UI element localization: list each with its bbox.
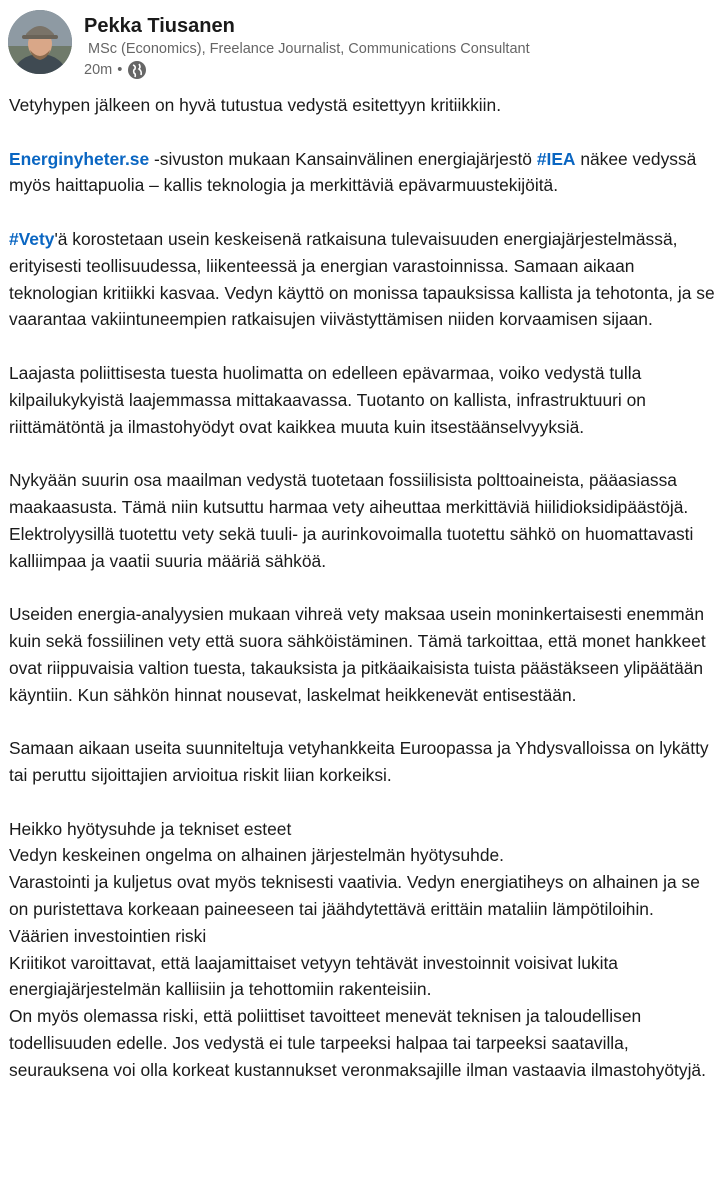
hashtag-iea[interactable]: #IEA <box>536 148 576 169</box>
paragraph-source <box>9 146 719 200</box>
post-time: 20m <box>84 62 113 78</box>
section-efficiency-line1: Vedyn keskeinen ongelma on alhainen järjestelmän hyötysuhde. <box>9 845 504 866</box>
paragraph-projects: Samaan aikaan useita suunniteltuja vetyhankkeita Euroopassa ja Yhdysvalloissa on lykätty tai peruttu sijoittajien arvioitua riskit liian korkeiksi. <box>9 738 709 785</box>
section-efficiency <box>9 816 719 1084</box>
section-risk-line2: On myös olemassa riski, että poliittiset tavoitteet menevät teknisen ja taloudellisen todellisuuden edelle. Jos vedystä ei tule tarpeeksi halpaa tai tarpeeksi saatavilla, seurauksena voi olla korkeat kustannukset veronmaksajille ilman vastaavia ilmastohyötyjä. <box>9 1006 706 1080</box>
post-body <box>9 92 719 1083</box>
paragraph-policy: Laajasta poliittisesta tuesta huolimatta on edelleen epävarmaa, voiko vedystä tulla kilpailukykyistä laajemmassa mittakaavassa. Tuotanto on kallista, infrastruktuuri on riittämätöntä ja ilmastohyödyt ovat kaikkea muuta kuin itsestäänselvyyksiä. <box>9 362 646 437</box>
author-avatar[interactable] <box>8 10 72 74</box>
hashtag-vety[interactable]: #Vety <box>9 228 55 249</box>
author-name[interactable]: Pekka Tiusanen <box>84 15 235 37</box>
section-efficiency-heading: Heikko hyötysuhde ja tekniset esteet <box>9 818 292 839</box>
paragraph-cost: Useiden energia-analyysien mukaan vihreä vety maksaa usein moninkertaisesti enemmän kuin sekä fossiilinen vety että suora sähköistäminen. Tämä tarkoittaa, että monet hankkeet ovat riippuvaisia valtion tuesta, takauksista ja pitkäaikaisista tuista päästäkseen ylipäätään käyntiin. Kun sähkön hinnat nousevat, laskelmat heikkenevät entisestään. <box>9 604 706 705</box>
paragraph-vety-text: 'ä korostetaan usein keskeisenä ratkaisuna tulevaisuuden energiajärjestelmässä, erityisesti teollisuudessa, liikenteessä ja energian varastoinnissa. Samaan aikaan teknologian kritiikki kasvaa. Vedyn käyttö on monissa tapauksissa kallista ja tehotonta, ja se vaarantaa vakiintuneempien ratkaisujen viivästyttämisen niiden korvaamisen sijaan. <box>9 228 715 330</box>
meta-separator: • <box>117 62 123 78</box>
paragraph-source-text-b: näkee vedyssä myös haittapuolia – kallis teknologia ja merkittäviä epävarmuustekijöitä. <box>9 148 697 196</box>
author-headline: MSc (Economics), Freelance Journalist, Communications Consultant <box>88 41 530 57</box>
paragraph-production: Nykyään suurin osa maailman vedystä tuotetaan fossiilisista polttoaineista, pääasiassa maakaasusta. Tämä niin kutsuttu harmaa vety aiheuttaa merkittäviä hiilidioksidipäästöjä. Elektrolyysillä tuotettu vety sekä tuuli- ja aurinkovoimalla tuotettu sähkö on huomattavasti kalliimpaa ja vaatii suuria määriä sähköä. <box>9 470 694 571</box>
author-photo <box>8 10 72 74</box>
section-risk-line1: Kriitikot varoittavat, että laajamittaiset vetyyn tehtävät investoinnit voisivat lukita energiajärjestelmän kalliisiin ja tehottomiin rakenteisiin. <box>9 952 618 1000</box>
post-header <box>8 10 708 78</box>
paragraph-intro: Vetyhypen jälkeen on hyvä tutustua vedystä esitettyyn kritiikkiin. <box>9 95 502 115</box>
paragraph-source-text-a: -sivuston mukaan Kansainvälinen energiajärjestö <box>149 148 537 169</box>
section-risk-heading: Väärien investointien riski <box>9 925 207 946</box>
globe-icon <box>127 60 147 80</box>
link-energinyheter[interactable]: Energinyheter.se <box>9 148 150 169</box>
paragraph-vety <box>9 226 719 333</box>
section-efficiency-line2: Varastointi ja kuljetus ovat myös teknisesti vaativia. Vedyn energiatiheys on alhainen ja se on puristettava korkeaan paineeseen tai jäähdytettävä erittäin mataliin lämpötiloihin. <box>9 872 700 919</box>
post-meta <box>84 60 147 80</box>
